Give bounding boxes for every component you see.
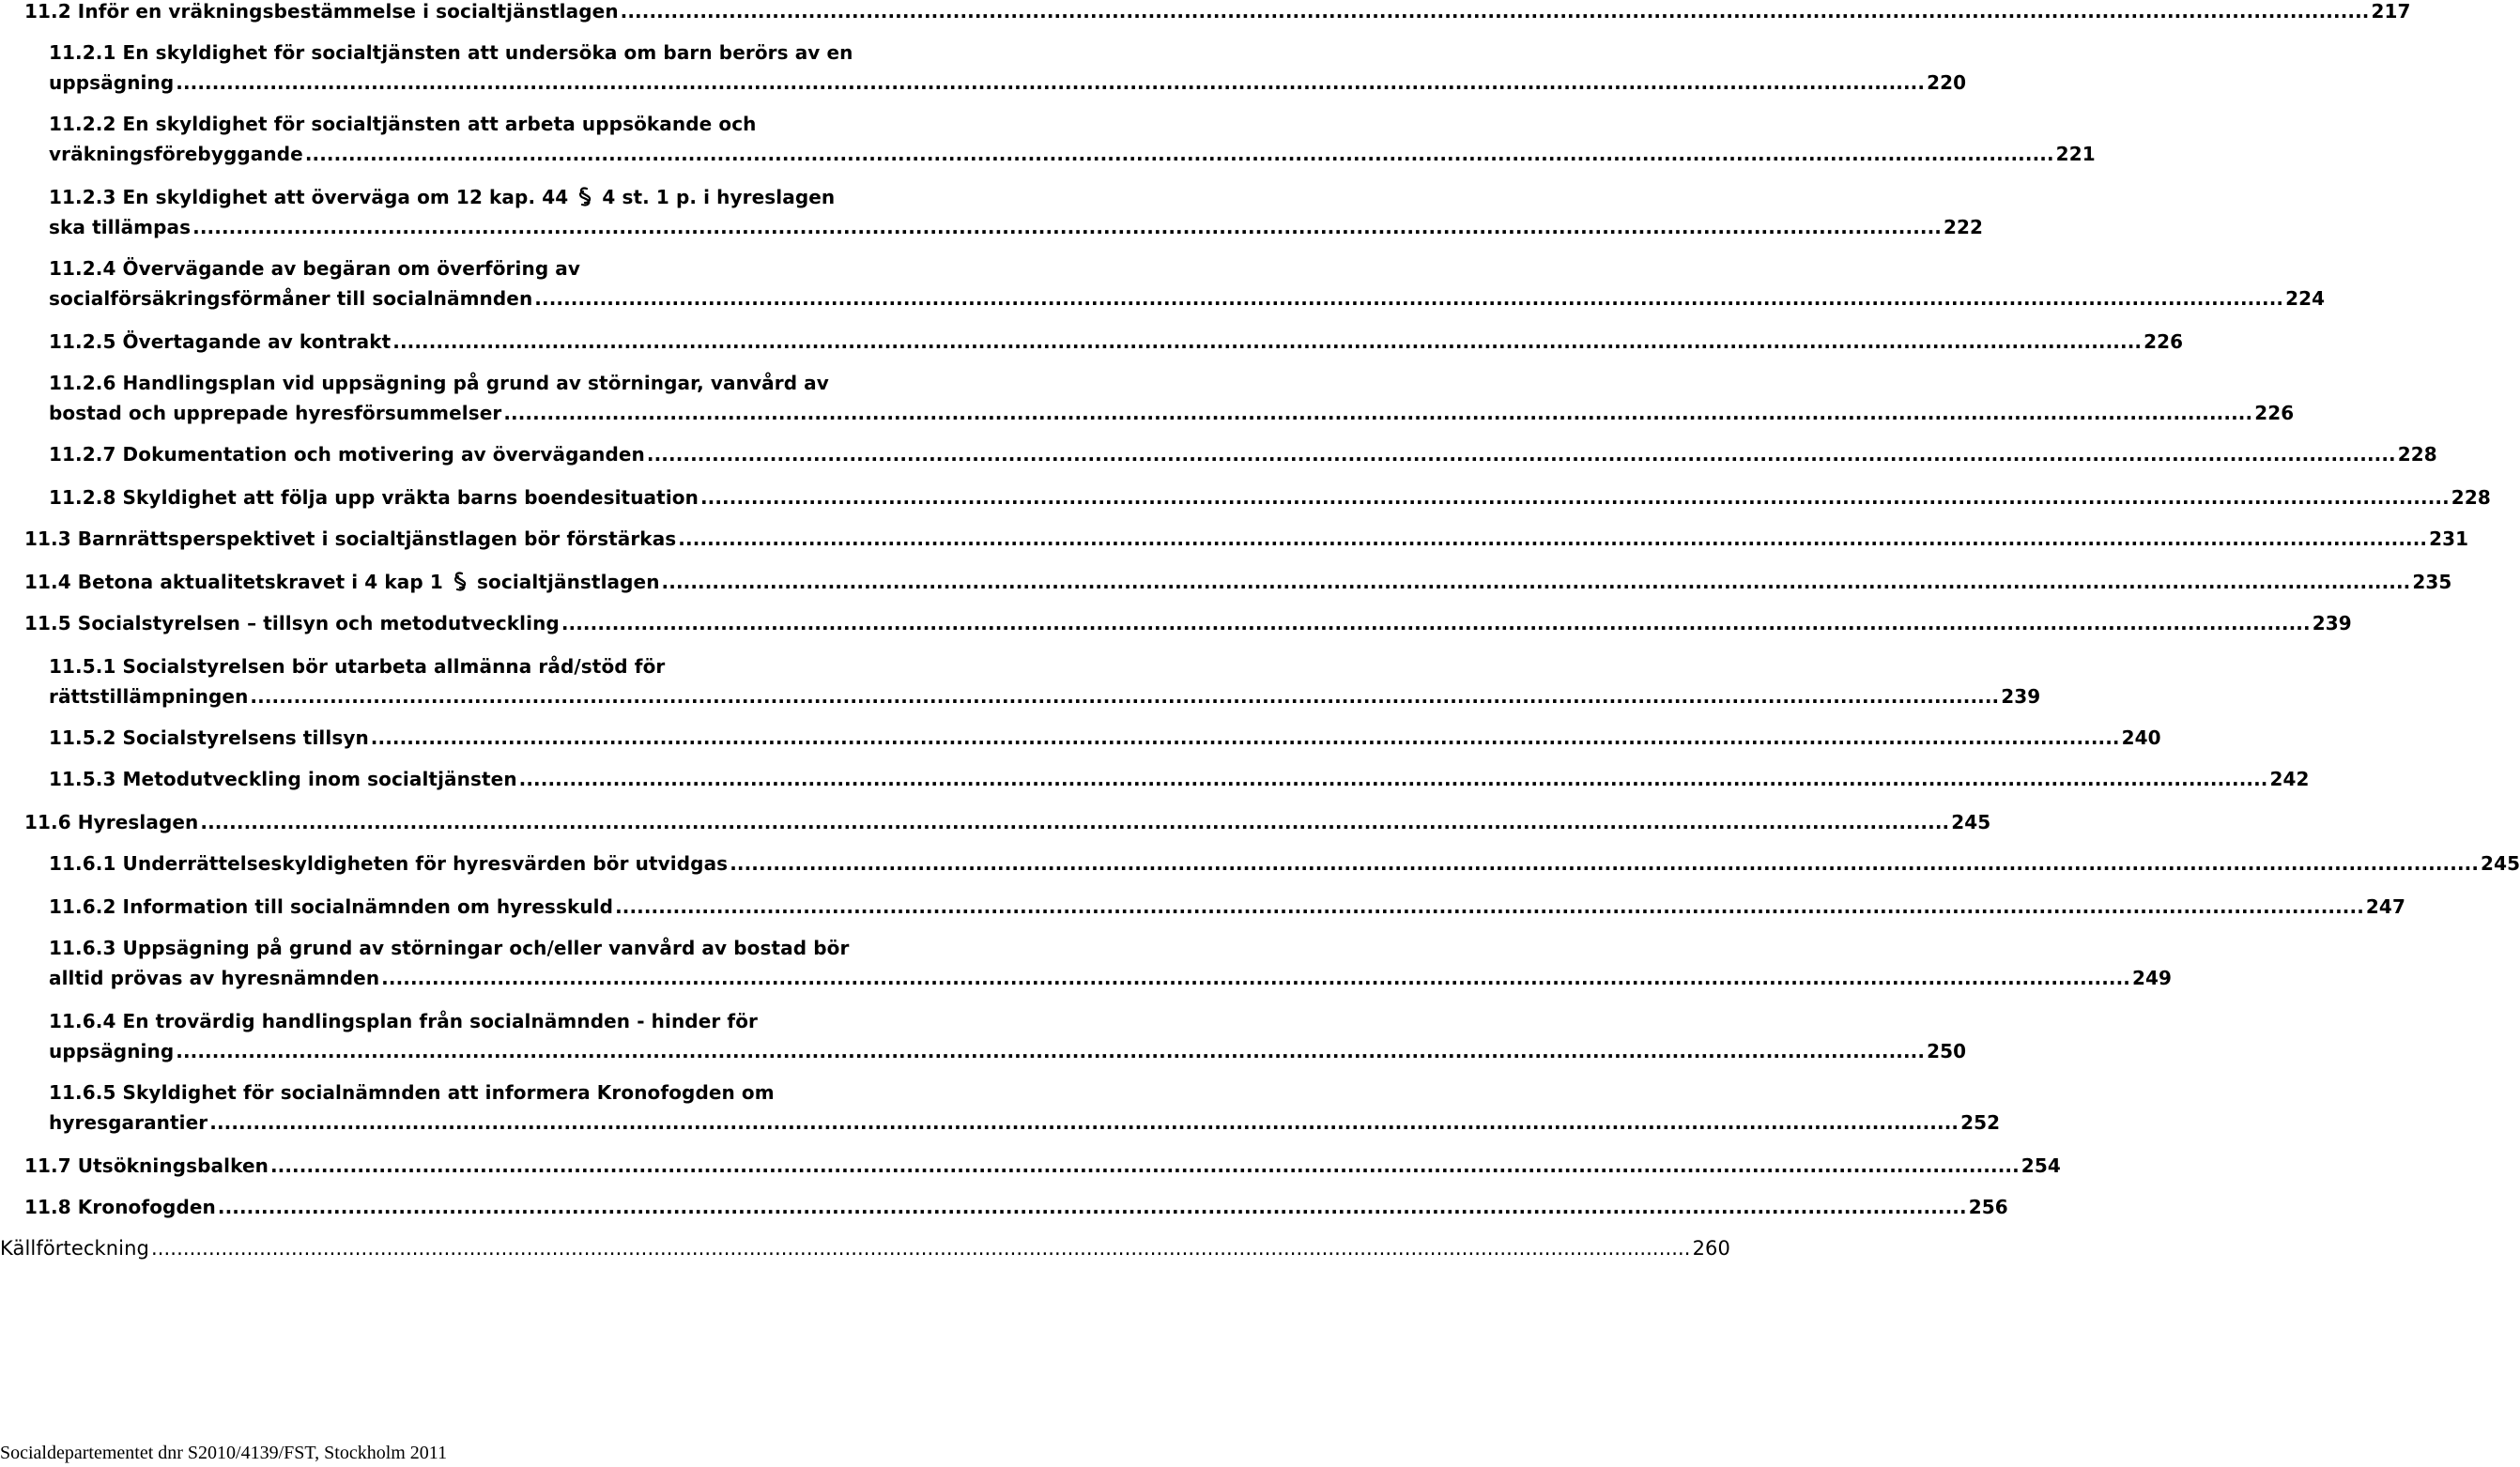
toc-leader [615,892,2364,922]
page-footer: Socialdepartementet dnr S2010/4139/FST, Stockholm 2011 [0,1443,448,1463]
section-sign-icon [452,572,469,592]
toc-entry-11-5[interactable] [24,608,2352,638]
toc-title: alltid prövas av hyresnämnden [49,967,380,989]
toc-page-number: 249 [2132,967,2173,989]
toc-page-number: 252 [1960,1111,2001,1134]
toc-page-number: 228 [2451,486,2491,509]
toc-entry-11-5-2[interactable] [49,723,2161,753]
toc-title: 11.5.2 Socialstyrelsens tillsyn [49,726,369,749]
toc-entry-11-2[interactable] [24,0,2411,26]
toc-page-number: 247 [2365,895,2405,918]
toc-leader [662,567,2411,597]
toc-entry-11-2-3[interactable] [49,182,1984,242]
toc-entry-11-2-4[interactable] [49,253,2326,313]
toc-title: ska tillämpas [49,216,192,238]
toc-leader [151,1233,1691,1263]
toc-page-number: 231 [2429,527,2469,550]
toc-leader [176,68,1925,98]
toc-title-part: 11.2.3 En skyldighet att överväga om 12 kap. 44 [49,186,569,208]
toc-page-number: 240 [2121,726,2161,749]
toc-title: 11.8 Kronofogden [24,1196,216,1218]
toc-leader [305,139,2054,169]
toc-page-number: 226 [2144,330,2184,353]
toc-title: 11.2 Inför en vräkningsbestämmelse i socialtjänstlagen [24,0,619,23]
toc-leader [392,327,2142,357]
toc-leader [176,1036,1925,1066]
toc-leader [381,963,2130,993]
toc-entry-11-6-4[interactable] [49,1006,1967,1066]
toc-title: bostad och upprepade hyresförsummelser [49,402,502,424]
toc-title-line: 11.2.2 En skyldighet för socialtjänsten att arbeta uppsökande och [49,113,757,135]
toc-entry-11-6-1[interactable] [49,848,2520,879]
toc-leader [519,764,2268,794]
toc-entry-11-6-3[interactable] [49,933,2173,993]
toc-title-line: 11.2.4 Övervägande av begäran om överföring av [49,257,581,280]
toc-leader [218,1192,1967,1222]
toc-page-number: 239 [2312,612,2352,634]
toc-entry-11-2-6[interactable] [49,368,2295,428]
toc-title [24,567,660,597]
toc-page-number: 235 [2412,571,2452,593]
toc-entry-11-8[interactable] [24,1192,2008,1222]
toc-leader [371,723,2120,753]
toc-title-line: 11.6.5 Skyldighet för socialnämnden att informera Kronofogden om [49,1081,775,1104]
toc-leader [270,1151,2020,1181]
toc-page-number: 221 [2055,143,2096,165]
toc-page-number: 222 [1944,216,1984,238]
toc-entry-11-6[interactable] [24,807,1991,837]
toc-title-line: 11.2.1 En skyldighet för socialtjänsten att undersöka om barn berörs av en [49,41,853,64]
toc-entry-11-6-2[interactable] [49,892,2405,922]
toc-leader [250,681,1999,711]
toc-title-line [49,182,853,212]
toc-leader [561,608,2311,638]
toc-leader [209,1108,1959,1138]
toc-title: 11.2.5 Övertagande av kontrakt [49,330,392,353]
toc-leader [534,283,2283,313]
toc-page-number: 217 [2371,0,2411,23]
toc-page-number: 254 [2021,1154,2061,1177]
toc-title: 11.6 Hyreslagen [24,811,199,833]
toc-title: 11.6.1 Underrättelseskyldigheten för hyresvärden bör utvidgas [49,852,729,875]
toc-entry-11-5-3[interactable] [49,764,2310,794]
toc-entry-kallforteckning[interactable] [0,1233,1730,1263]
toc-title-part: 4 st. 1 p. i hyreslagen [602,186,836,208]
toc-page-number: 256 [1968,1196,2008,1218]
toc-title-line: 11.6.3 Uppsägning på grund av störningar och/eller vanvård av bostad bör [49,937,850,959]
toc-title-line: 11.2.6 Handlingsplan vid uppsägning på grund av störningar, vanvård av [49,372,829,394]
toc-leader [192,212,1942,242]
toc-leader [621,0,2370,26]
toc-page-number: 239 [2001,685,2041,708]
toc-leader [200,807,1949,837]
section-sign-icon [576,187,593,207]
toc-title: 11.2.8 Skyldighet att följa upp vräkta barns boendesituation [49,486,699,509]
toc-entry-11-6-5[interactable] [49,1077,2001,1138]
toc-page-number: 224 [2285,287,2326,310]
toc-title: 11.2.7 Dokumentation och motivering av överväganden [49,443,645,466]
toc-leader [700,482,2450,512]
toc-page-number: 260 [1692,1237,1730,1260]
toc-page-number: 250 [1927,1040,1967,1062]
toc-entry-11-5-1[interactable] [49,651,2041,711]
toc-page-number: 228 [2397,443,2437,466]
toc-page-number: 226 [2254,402,2295,424]
toc-title: 11.5 Socialstyrelsen – tillsyn och metodutveckling [24,612,560,634]
toc-title-line: 11.5.1 Socialstyrelsen bör utarbeta allmänna råd/stöd för [49,655,666,678]
toc-leader [503,398,2252,428]
toc-page-number: 245 [1951,811,1991,833]
toc-page-number: 245 [2481,852,2520,875]
toc-title: Källförteckning [0,1237,149,1260]
toc-title: uppsägning [49,71,175,94]
toc-entry-11-2-2[interactable] [49,109,2096,169]
toc-title-line: 11.6.4 En trovärdig handlingsplan från socialnämnden - hinder för [49,1010,758,1032]
toc-title-part: 11.4 Betona aktualitetskravet i 4 kap 1 [24,571,443,593]
toc-page-number: 220 [1927,71,1967,94]
toc-title: 11.6.2 Information till socialnämnden om hyresskuld [49,895,614,918]
toc-entry-11-2-8[interactable] [49,482,2491,512]
toc-title: socialförsäkringsförmåner till socialnämnden [49,287,533,310]
toc-title: uppsägning [49,1040,175,1062]
toc-entry-11-2-5[interactable] [49,327,2184,357]
toc-leader [678,524,2427,554]
toc-title: vräkningsförebyggande [49,143,303,165]
toc-title-part: socialtjänstlagen [477,571,660,593]
toc-leader [730,848,2479,879]
toc-leader [647,439,2396,469]
toc-entry-11-4[interactable] [24,567,2452,597]
toc-entry-11-3[interactable] [24,524,2469,554]
toc-entry-11-2-1[interactable] [49,38,1967,98]
toc-title: 11.7 Utsökningsbalken [24,1154,269,1177]
toc-entry-11-2-7[interactable] [49,439,2437,469]
toc-entry-11-7[interactable] [24,1151,2061,1181]
toc-title: 11.3 Barnrättsperspektivet i socialtjänstlagen bör förstärkas [24,527,677,550]
toc-title: rättstillämpningen [49,685,249,708]
toc-title: 11.5.3 Metodutveckling inom socialtjänsten [49,768,517,790]
toc-page-number: 242 [2269,768,2310,790]
toc-title: hyresgarantier [49,1111,208,1134]
